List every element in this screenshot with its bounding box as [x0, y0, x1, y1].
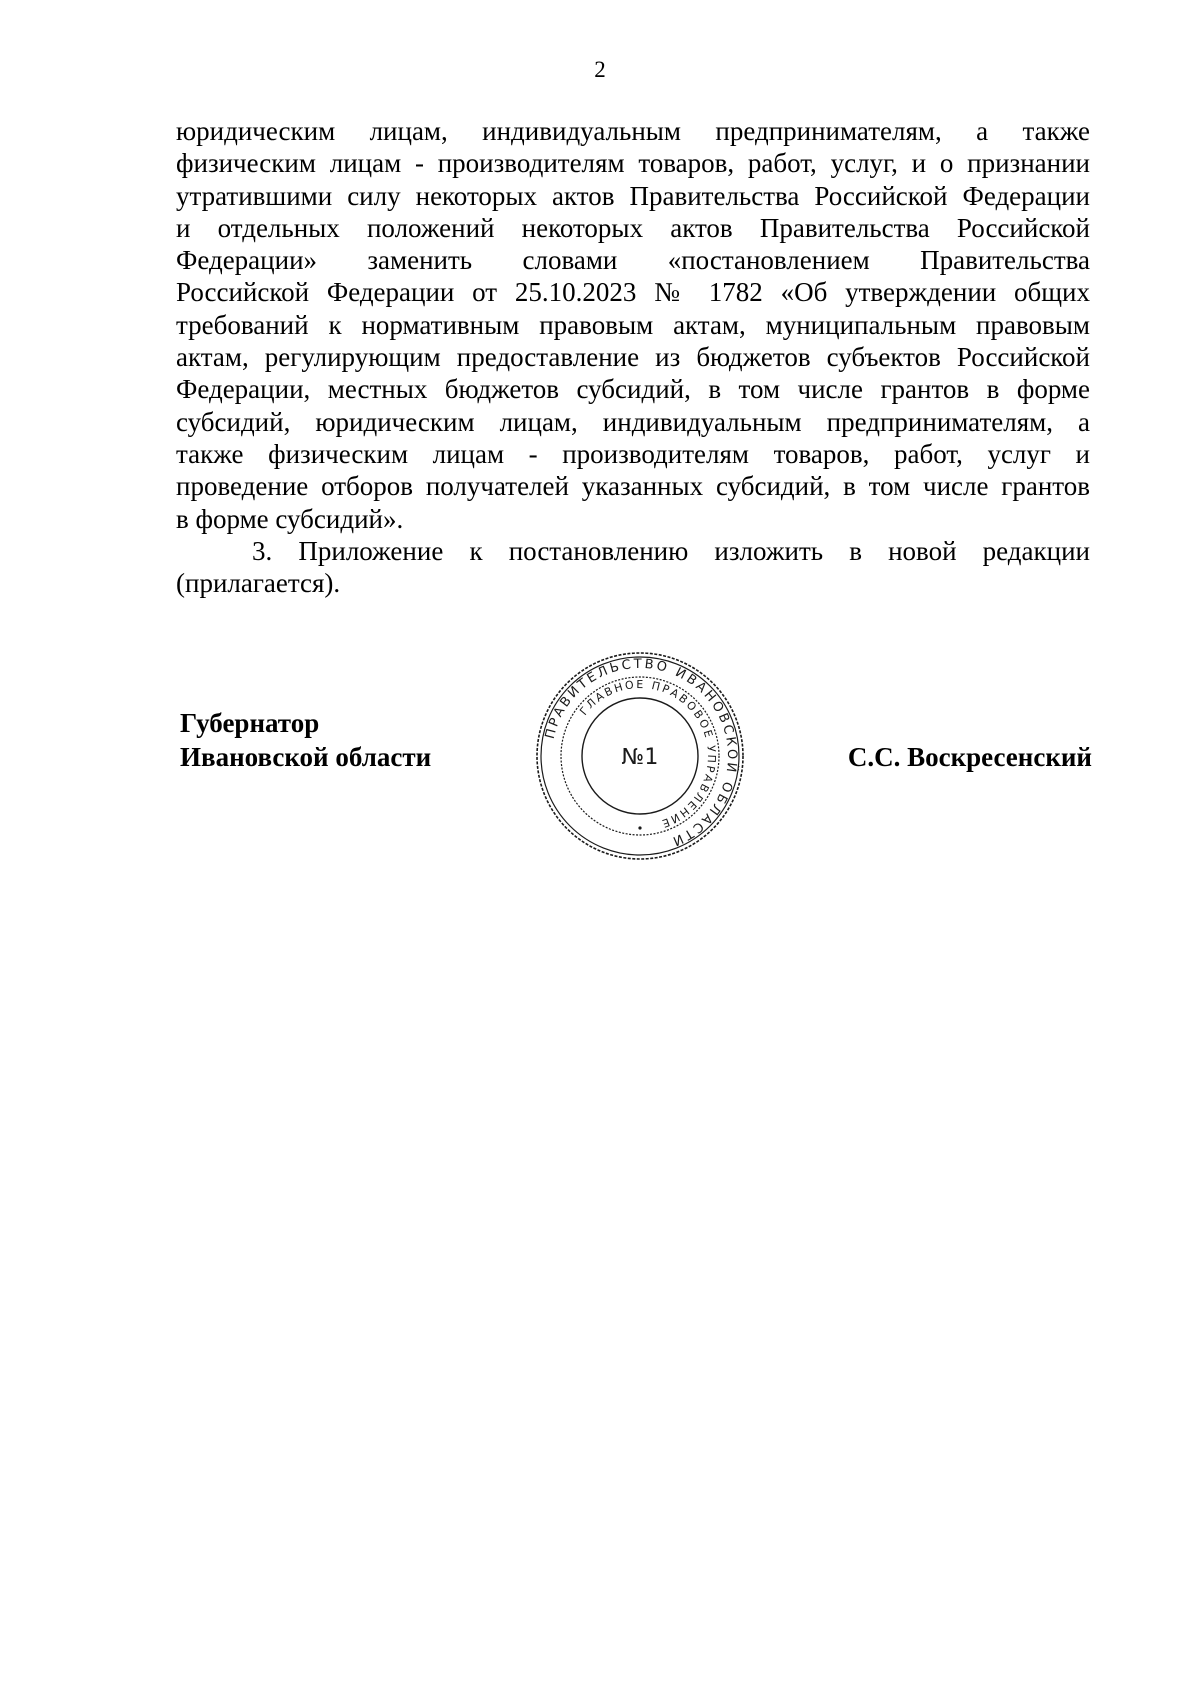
signatory-position	[180, 706, 431, 774]
document-body	[176, 115, 1090, 599]
signatory-position-line: Ивановской области	[180, 742, 432, 772]
text-line: (прилагается).	[176, 568, 341, 599]
text-line: субсидий, юридическим лицам, индивидуальным предпринимателям, а	[176, 406, 1090, 437]
text-line: 3. Приложение к постановлению изложить в новой редакции	[252, 535, 1090, 566]
text-line: физическим лицам - производителям товаров, работ, услуг, и о признании	[176, 148, 1090, 179]
paragraph-2	[176, 535, 1090, 600]
text-line: Федерации» заменить словами «постановлением Правительства	[176, 245, 1090, 276]
seal-inner-text: ГЛАВНОЕ ПРАВОВОЕ УПРАВЛЕНИЕ	[577, 677, 719, 831]
signatory-name: С.С. Воскресенский	[847, 742, 1092, 772]
text-line: также физическим лицам - производителям товаров, работ, услуг и	[176, 438, 1090, 469]
text-line: юридическим лицам, индивидуальным предпринимателям, а также	[176, 116, 1090, 146]
text-line: утратившими силу некоторых актов Правительства Российской Федерации	[176, 180, 1090, 211]
text-line: Федерации, местных бюджетов субсидий, в том числе грантов в форме	[176, 374, 1090, 405]
seal-outer-text: ПРАВИТЕЛЬСТВО ИВАНОВСКОЙ ОБЛАСТИ	[542, 656, 740, 850]
page-number: 2	[594, 57, 606, 82]
seal-dot	[638, 826, 641, 829]
text-line: проведение отборов получателей указанных субсидий, в том числе грантов	[176, 471, 1090, 502]
text-line: требований к нормативным правовым актам, муниципальным правовым	[176, 309, 1090, 340]
seal-center-number: №1	[621, 745, 659, 770]
official-seal	[534, 650, 746, 862]
text-line: Российской Федерации от 25.10.2023 № 1782 «Об утверждении общих	[176, 277, 1090, 308]
paragraph-1	[176, 115, 1090, 535]
text-line: в форме субсидий».	[176, 503, 404, 534]
signatory-position-line: Губернатор	[180, 708, 320, 738]
text-line: и отдельных положений некоторых актов Правительства Российской	[176, 212, 1090, 243]
text-line: актам, регулирующим предоставление из бюджетов субъектов Российской	[176, 342, 1090, 373]
